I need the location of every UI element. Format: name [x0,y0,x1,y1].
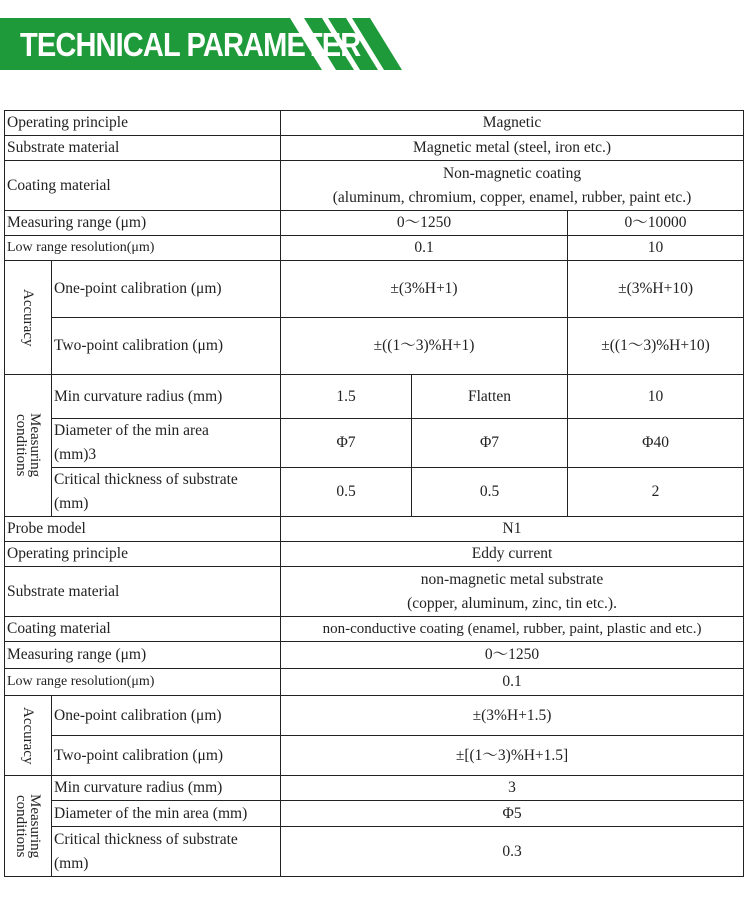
row-label: Coating material [5,617,281,642]
row-value [281,161,744,211]
row-value: Φ7 [281,419,412,468]
table-row [5,261,744,318]
row-value: 0～1250 [281,211,568,236]
row-value: 3 [281,776,744,801]
row-label: Two-point calibration (μm) [52,318,281,375]
measuring-conditions-label [14,794,42,858]
row-label: Measuring range (μm) [5,642,281,669]
measuring-conditions-group-label [5,375,52,517]
value-line: non-magnetic metal substrate [420,570,604,588]
row-value: 0.5 [412,468,568,517]
row-value: non-conductive coating (enamel, rubber, paint, plastic and etc.) [281,617,744,642]
row-value: Φ5 [281,801,744,827]
row-value: N1 [281,517,744,542]
table-row [5,468,744,517]
row-label [52,827,281,877]
row-value: ±((1～3)%H+1) [281,318,568,375]
table-row [5,696,744,736]
measuring-conditions-group-label [5,776,52,877]
table-row [5,617,744,642]
table-row [5,801,744,827]
label-line: conditions [13,794,29,858]
row-label: One-point calibration (μm) [52,261,281,318]
table-row [5,375,744,419]
value-line: Non-magnetic coating [442,164,582,182]
label-line: Measuring [27,793,43,859]
table-row [5,111,744,136]
table-row [5,211,744,236]
row-label: Two-point calibration (μm) [52,736,281,776]
table-row [5,567,744,617]
row-value: 1.5 [281,375,412,419]
table-row [5,642,744,669]
label-line: conditions [13,414,29,477]
table-row [5,161,744,211]
row-value: 0～1250 [281,642,744,669]
row-value: Magnetic metal (steel, iron etc.) [281,136,744,161]
row-value: Flatten [412,375,568,419]
row-value: 0.1 [281,236,568,261]
row-label: Min curvature radius (mm) [52,776,281,801]
table-row [5,542,744,567]
section-banner [0,18,415,70]
row-value: Eddy current [281,542,744,567]
accuracy-label: Accuracy [20,288,36,347]
value-line: (copper, aluminum, zinc, tin etc.). [407,594,617,612]
row-value: 0.5 [281,468,412,517]
row-value: ±[(1～3)%H+1.5] [281,736,744,776]
row-label: Substrate material [5,567,281,617]
label-line: (mm)3 [54,446,97,463]
row-label: Measuring range (μm) [5,211,281,236]
row-value: 10 [568,375,744,419]
row-value: ±((1～3)%H+10) [568,318,744,375]
row-value: ±(3%H+1) [281,261,568,318]
row-label: Coating material [5,161,281,211]
table-row [5,736,744,776]
row-label: One-point calibration (μm) [52,696,281,736]
label-line: (mm) [54,495,89,512]
table-row [5,136,744,161]
accuracy-label: Accuracy [20,706,36,765]
row-value: 10 [568,236,744,261]
row-label: Operating principle [5,542,281,567]
row-label: Substrate material [5,136,281,161]
row-label [52,468,281,517]
row-value: 2 [568,468,744,517]
row-label: Min curvature radius (mm) [52,375,281,419]
row-value: Magnetic [281,111,744,136]
banner-title: TECHNICAL PARAMETER [20,26,361,63]
row-value: 0～10000 [568,211,744,236]
table-row [5,669,744,696]
row-value: ±(3%H+10) [568,261,744,318]
table-row [5,776,744,801]
accuracy-group-label [5,696,52,776]
table-row [5,236,744,261]
row-label: Diameter of the min area (mm) [52,801,281,827]
table-row [5,827,744,877]
label-line: Critical thickness of substrate [54,471,238,488]
row-value: Φ7 [412,419,568,468]
row-value [281,567,744,617]
row-label: Low range resolution(μm) [5,236,281,261]
row-value: 0.3 [281,827,744,877]
row-value: 0.1 [281,669,744,696]
table-row [5,419,744,468]
row-label: Probe model [5,517,281,542]
row-label: Operating principle [5,111,281,136]
label-line: Measuring [27,413,43,478]
row-value: Φ40 [568,419,744,468]
row-label: Low range resolution(μm) [5,669,281,696]
table-row [5,318,744,375]
label-line: (mm) [54,854,89,872]
label-line: Critical thickness of substrate [54,830,238,848]
table-row [5,517,744,542]
value-line: (aluminum, chromium, copper, enamel, rubber, paint etc.) [332,188,692,206]
label-line: Diameter of the min area [54,422,209,439]
technical-parameter-table [4,110,744,877]
row-value: ±(3%H+1.5) [281,696,744,736]
measuring-conditions-label [14,413,42,477]
row-label [52,419,281,468]
accuracy-group-label [5,261,52,375]
